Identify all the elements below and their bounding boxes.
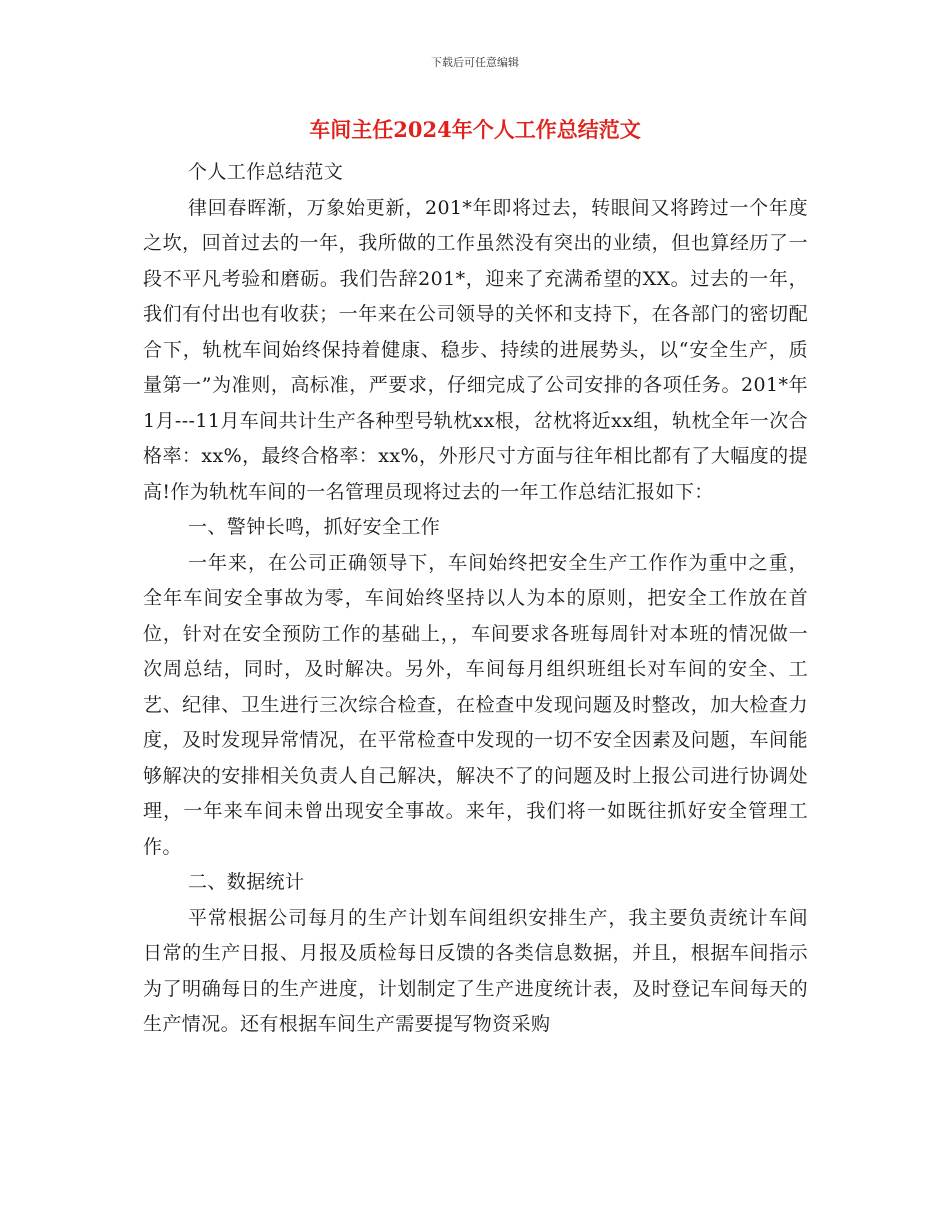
statistics-paragraph: 平常根据公司每月的生产计划车间组织安排生产，我主要负责统计车间日常的生产日报、月报及质检每日反馈的各类信息数据，并且，根据车间指示为了明确每日的生产进度，计划制定了生产进度统计表，及时登记车间每天的生产情况。还有根据车间生产需要提写物资采购: [143, 906, 808, 1035]
section-heading-statistics: 二、数据统计: [188, 871, 305, 893]
section-heading-safety: 一、警钟长鸣，抓好安全工作: [188, 516, 441, 538]
document-title: 车间主任2024年个人工作总结范文: [309, 117, 641, 142]
intro-paragraph: 律回春晖渐，万象始更新，201*年即将过去，转眼间又将跨过一个年度之坎，回首过去的一年，我所做的工作虽然没有突出的业绩，但也算经历了一段不平凡考验和磨砺。我们告辞201*，迎来了充满希望的XX。过去的一年，我们有付出也有收获；一年来在公司领导的关怀和支持下，在各部门的密切配合下，轨枕车间始终保持着健康、稳步、持续的进展势头，以“安全生产，质量第一”为准则，高标准，严要求，仔细完成了公司安排的各项任务。201*年1月---11月车间共计生产各种型号轨枕xx根，岔枕将近xx组，轨枕全年一次合格率：xx%，最终合格率：xx%，外形尺寸方面与往年相比都有了大幅度的提高!作为轨枕车间的一名管理员现将过去的一年工作总结汇报如下：: [143, 196, 808, 503]
subtitle-paragraph: 个人工作总结范文: [188, 161, 344, 183]
document-body: [143, 155, 808, 1043]
safety-paragraph: 一年来，在公司正确领导下，车间始终把安全生产工作作为重中之重，全年车间安全事故为零，车间始终坚持以人为本的原则，把安全工作放在首位，针对在安全预防工作的基础上，，车间要求各班每周针对本班的情况做一次周总结，同时，及时解决。另外，车间每月组织班组长对车间的安全、工艺、纪律、卫生进行三次综合检查，在检查中发现问题及时整改，加大检查力度，及时发现异常情况，在平常检查中发现的一切不安全因素及问题，车间能够解决的安排相关负责人自己解决，解决不了的问题及时上报公司进行协调处理，一年来车间未曾出现安全事故。来年，我们将一如既往抓好安全管理工作。: [143, 551, 808, 858]
header-note: 下载后可任意编辑: [431, 56, 519, 69]
